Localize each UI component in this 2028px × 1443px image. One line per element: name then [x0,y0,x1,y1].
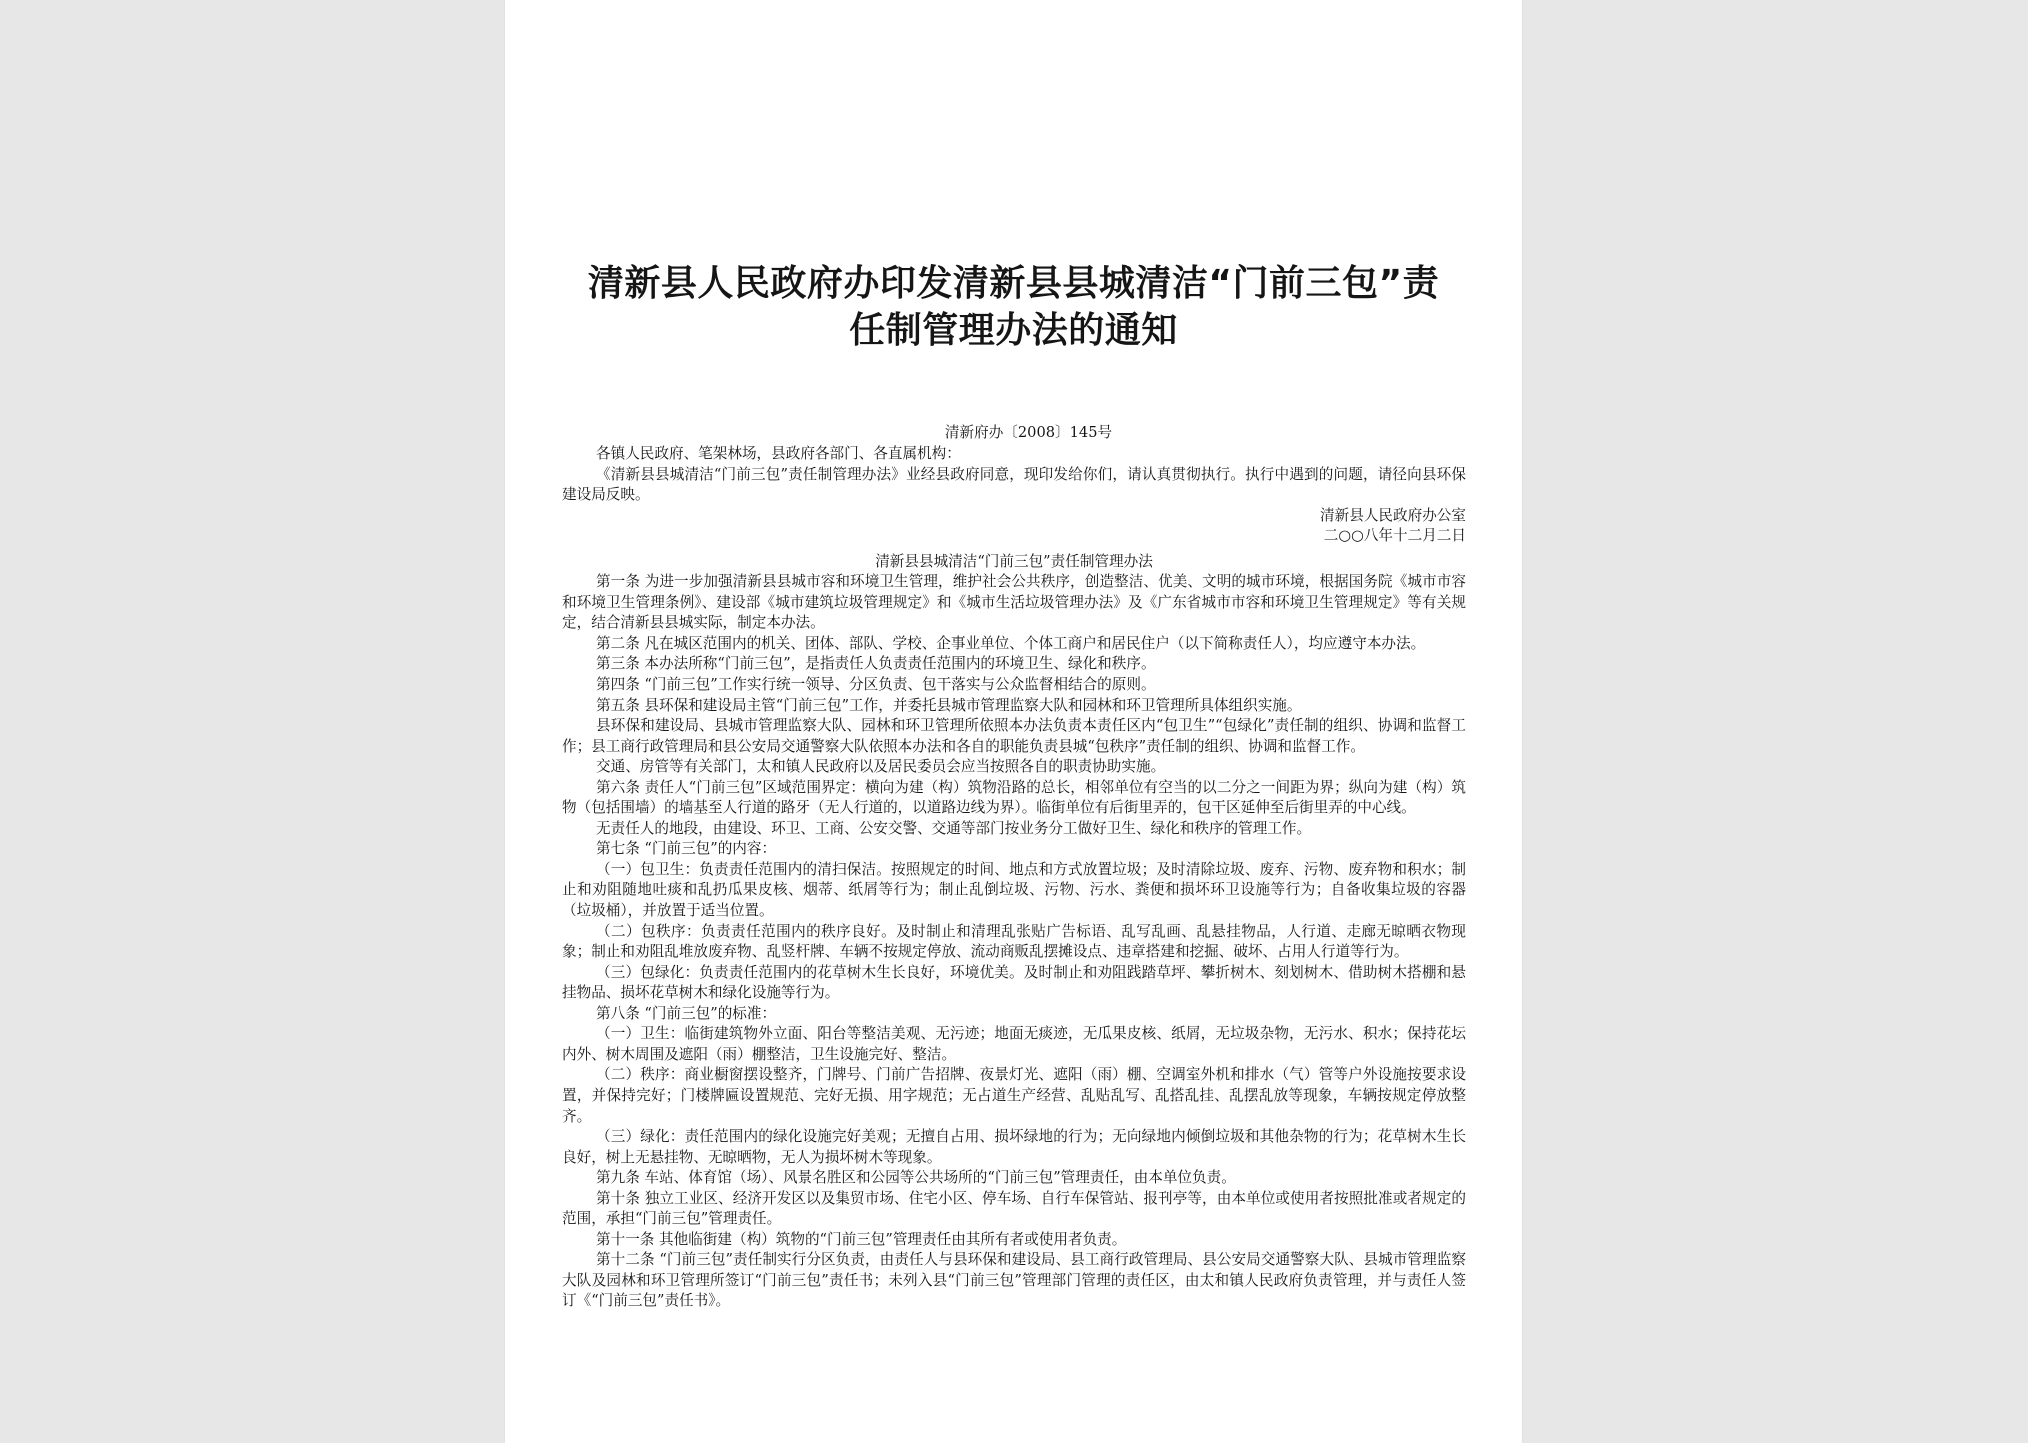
title-line-2: 任制管理办法的通知 [849,310,1178,351]
paragraph: （一）包卫生：负责责任范围内的清扫保洁。按照规定的时间、地点和方式放置垃圾；及时清除垃圾、废弃、污物、废弃物和积水；制止和劝阻随地吐痰和乱扔瓜果皮核、烟蒂、纸屑等行为；制止乱倒垃圾、污物、污水、粪便和损坏环卫设施等行为；自备收集垃圾的容器（垃圾桶），并放置于适当位置。 [562,860,1466,920]
regulation-title: 清新县县城清洁“门前三包”责任制管理办法 [875,552,1153,570]
paragraph: 第十二条 “门前三包”责任制实行分区负责，由责任人与县环保和建设局、县工商行政管理局、县公安局交通警察大队、县城市管理监察大队及园林和环卫管理所签订“门前三包”责任书；未列入县“门前三包”管理部门管理的责任区，由太和镇人民政府负责管理，并与责任人签订《“门前三包”责任书》。 [562,1251,1466,1310]
paragraph: 第六条 责任人“门前三包”区域范围界定：横向为建（构）筑物沿路的总长，相邻单位有空当的以二分之一间距为界；纵向为建（构）筑物（包括围墙）的墙基至人行道的路牙（无人行道的，以道路边线为界）。临街单位有后街里弄的，包干区延伸至后街里弄的中心线。 [562,778,1466,817]
paragraph: （三）包绿化：负责责任范围内的花草树木生长良好，环境优美。及时制止和劝阻践踏草坪、攀折树木、刻划树木、借助树木搭棚和悬挂物品、损坏花草树木和绿化设施等行为。 [562,963,1466,1002]
paragraph: 县环保和建设局、县城市管理监察大队、园林和环卫管理所依照本办法负责本责任区内“包卫生”“包绿化”责任制的组织、协调和监督工作；县工商行政管理局和县公安局交通警察大队依照本办法和各自的职能负责县城“包秩序”责任制的组织、协调和监督工作。 [562,717,1466,755]
intro-paragraph: 《清新县县城清洁“门前三包”责任制管理办法》业经县政府同意，现印发给你们，请认真贯彻执行。执行中遇到的问题，请径向县环保建设局反映。 [562,465,1466,504]
paragraph: （二）秩序：商业橱窗摆设整齐，门牌号、门前广告招牌、夜景灯光、遮阳（雨）棚、空调室外机和排水（气）管等户外设施按要求设置，并保持完好；门楼牌匾设置规范、完好无损、用字规范；无占道生产经营、乱贴乱写、乱搭乱挂、乱摆乱放等现象，车辆按规定停放整齐。 [562,1066,1466,1125]
title-line-1: 清新县人民政府办印发清新县县城清洁“门前三包”责 [587,263,1440,304]
paragraph: 第一条 为进一步加强清新县县城市容和环境卫生管理，维护社会公共秩序，创造整洁、优美、文明的城市环境，根据国务院《城市市容和环境卫生管理条例》、建设部《城市建筑垃圾管理规定》和《城市生活垃圾管理办法》及《广东省城市市容和环境卫生管理规定》等有关规定，结合清新县县城实际，制定本办法。 [562,573,1466,632]
paragraph: 第七条 “门前三包”的内容： [596,840,777,858]
issuing-office: 清新县人民政府办公室 [1320,506,1466,524]
document-body [562,444,1466,1312]
document-page [505,0,1522,1443]
paragraph: 交通、房管等有关部门，太和镇人民政府以及居民委员会应当按照各自的职责协助实施。 [596,758,1166,776]
page-title [505,260,1522,354]
paragraph: 第二条 凡在城区范围内的机关、团体、部队、学校、企事业单位、个体工商户和居民住户（以下简称责任人），均应遵守本办法。 [596,634,1426,652]
paragraph: 无责任人的地段，由建设、环卫、工商、公安交警、交通等部门按业务分工做好卫生、绿化和秩序的管理工作。 [596,819,1312,837]
paragraph: 第八条 “门前三包”的标准： [596,1004,777,1022]
paragraph: 第十条 独立工业区、经济开发区以及集贸市场、住宅小区、停车场、自行车保管站、报刊亭等，由本单位或使用者按照批准或者规定的范围，承担“门前三包”管理责任。 [562,1189,1466,1228]
paragraph: 第三条 本办法所称“门前三包”，是指责任人负责责任范围内的环境卫生、绿化和秩序。 [596,655,1156,673]
paragraph: 第四条 “门前三包”工作实行统一领导、分区负责、包干落实与公众监督相结合的原则。 [596,676,1156,694]
paragraph: （一）卫生：临街建筑物外立面、阳台等整洁美观、无污迹；地面无痰迹，无瓜果皮核、纸屑，无垃圾杂物，无污水、积水；保持花坛内外、树木周围及遮阳（雨）棚整洁，卫生设施完好、整洁。 [562,1025,1466,1063]
addressee: 各镇人民政府、笔架林场，县政府各部门、各直属机构： [596,445,961,462]
issue-date: 二○○八年十二月二日 [1323,527,1466,545]
paragraph: 第九条 车站、体育馆（场）、风景名胜区和公园等公共场所的“门前三包”管理责任，由本单位负责。 [596,1169,1236,1187]
paragraph: （三）绿化：责任范围内的绿化设施完好美观；无擅自占用、损坏绿地的行为；无向绿地内倾倒垃圾和其他杂物的行为；花草树木生长良好，树上无悬挂物、无晾晒物，无人为损坏树木等现象。 [562,1128,1466,1166]
paragraph: 第五条 县环保和建设局主管“门前三包”工作，并委托县城市管理监察大队和园林和环卫管理所具体组织实施。 [596,696,1302,714]
document-number: 清新府办〔2008〕145号 [944,424,1113,441]
paragraph: 第十一条 其他临街建（构）筑物的“门前三包”管理责任由其所有者或使用者负责。 [596,1230,1127,1248]
paragraph: （二）包秩序：负责责任范围内的秩序良好。及时制止和清理乱张贴广告标语、乱写乱画、乱悬挂物品，人行道、走廊无晾晒衣物现象；制止和劝阻乱堆放废弃物、乱竖杆牌、车辆不按规定停放、流动商贩乱摆摊设点、违章搭建和挖掘、破坏、占用人行道等行为。 [562,922,1466,961]
